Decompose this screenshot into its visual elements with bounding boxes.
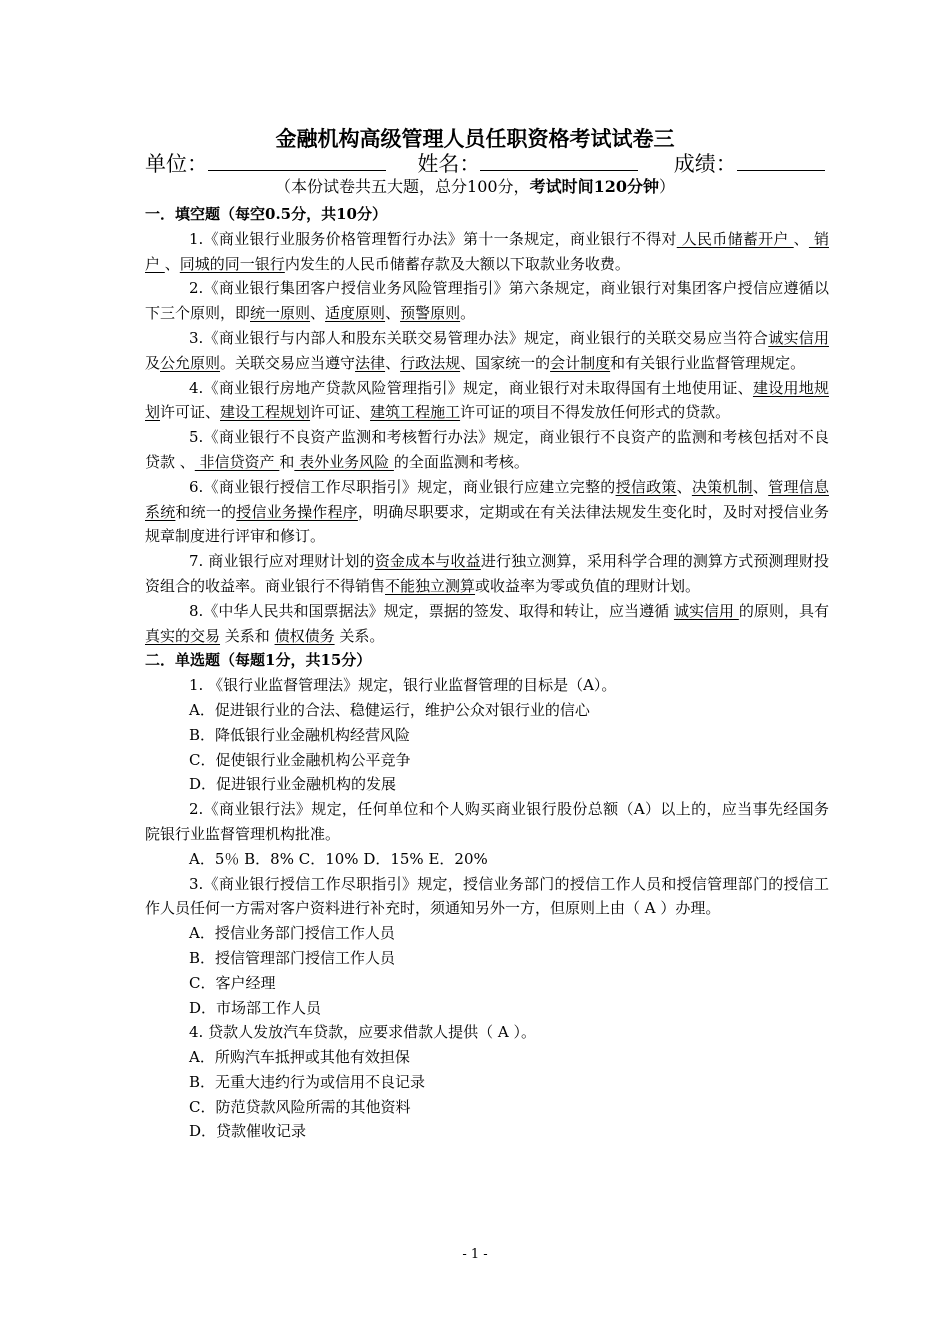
choice-option: B．降低银行业金融机构经营风险 (189, 725, 411, 744)
answer-blank: 授信业务操作程序 (236, 502, 358, 521)
choice-question-3: 3.《商业银行授信工作尽职指引》规定，授信业务部门的授信工作人员和授信管理部门的授信工作人员任何一方需对客户资料进行补充时，须通知另外一方，但原则上由（ A ）办理。 (145, 874, 829, 918)
answer-blank: 债权债务 (274, 626, 335, 645)
fill-question-2: 2.《商业银行集团客户授信业务风险管理指引》第六条规定，商业银行对集团客户授信应遵循以下三个原则，即统一原则、适度原则、预警原则。 (145, 279, 829, 323)
candidate-info-line (145, 150, 825, 178)
answer-blank: 建筑工程施工 (370, 403, 461, 422)
answer-blank: 行政法规 (400, 353, 461, 372)
answer-blank: 人民币储蓄开户 (676, 229, 794, 248)
fill-question-8: 8.《中华人民共和国票据法》规定，票据的签发、取得和转让，应当遵循 诚实信用 的原则，具有 真实的交易 关系和 债权债务 关系。 (145, 601, 829, 645)
choice-option: B．无重大违约行为或信用不良记录 (189, 1072, 426, 1091)
unit-label: 单位： (145, 152, 208, 176)
choice-option: C．防范贷款风险所需的其他资料 (189, 1097, 411, 1116)
answer-blank: 资金成本与收益 (374, 552, 481, 571)
fill-question-7: 7. 商业银行应对理财计划的资金成本与收益进行独立测算，采用科学合理的测算方式预测理财投资组合的收益率。商业银行不得销售不能独立测算或收益率为零或负值的理财计划。 (145, 552, 829, 595)
note-text: （本份试卷共五大题，总分100分， (275, 177, 530, 196)
answer-blank: 不能独立测算 (385, 576, 476, 595)
page-number: - 1 - (462, 1247, 488, 1262)
fill-question-5: 5.《商业银行不良资产监测和考核暂行办法》规定，商业银行不良资产的监测和考核包括对不良贷款 、 非信贷资产 和 表外业务风险 的全面监测和考核。 (145, 428, 829, 471)
answer-blank: 销户 (145, 229, 829, 273)
name-label: 姓名： (417, 152, 481, 176)
answer-blank: 同城的同一银行 (179, 254, 285, 273)
note-time: 考试时间120分钟 (529, 177, 659, 196)
section-heading: 一．填空题（每空0.5分，共10分） (145, 205, 387, 223)
choice-option: C．客户经理 (189, 973, 276, 992)
choice-option: D．市场部工作人员 (189, 998, 322, 1017)
fill-question-6: 6.《商业银行授信工作尽职指引》规定，商业银行应建立完整的授信政策、决策机制、管理信息系统和统一的授信业务操作程序，明确尽职要求，定期或在有关法律法规发生变化时，及时对授信业务规章制度进行评审和修订。 (145, 477, 829, 546)
choice-question-1: 1. 《银行业监督管理法》规定，银行业监督管理的目标是（A）。 (189, 676, 617, 695)
answer-blank: 表外业务风险 (294, 452, 394, 471)
exam-content (145, 202, 829, 1144)
fill-question-4: 4.《商业银行房地产贷款风险管理指引》规定，商业银行对未取得国有土地使用证、建设用地规划许可证、建设工程规划许可证、建筑工程施工许可证的项目不得发放任何形式的贷款。 (145, 378, 829, 422)
choice-option: C．促使银行业金融机构公平竞争 (189, 750, 411, 769)
answer-blank: 真实的交易 (145, 626, 221, 645)
choice-option: A．所购汽车抵押或其他有效担保 (189, 1048, 410, 1067)
choice-question-4: 4. 贷款人发放汽车贷款，应要求借款人提供（ A ）。 (189, 1023, 536, 1042)
answer-blank: 决策机制 (691, 477, 753, 496)
answer-blank: 适度原则 (325, 304, 386, 323)
fill-question-3: 3.《商业银行与内部人和股东关联交易管理办法》规定，商业银行的关联交易应当符合诚实信用及公允原则。关联交易应当遵守法律、行政法规、国家统一的会计制度和有关银行业监督管理规定。 (145, 328, 829, 372)
answer-blank: 诚实信用 (673, 601, 739, 620)
unit-blank (208, 150, 386, 171)
answer-blank: 诚实信用 (768, 328, 829, 347)
choice-option: D．促进银行业金融机构的发展 (189, 775, 397, 794)
choice-option: A．授信业务部门授信工作人员 (189, 924, 395, 943)
answer-blank: 统一原则 (250, 304, 311, 323)
page-title: 金融机构高级管理人员任职资格考试试卷三 (275, 126, 675, 151)
choice-option: D．贷款催收记录 (189, 1122, 307, 1141)
fill-question-1: 1.《商业银行业服务价格管理暂行办法》第十一条规定，商业银行不得对 人民币储蓄开户 、 销户 、同城的同一银行内发生的人民币储蓄存款及大额以下取款业务收费。 (145, 229, 829, 273)
answer-blank: 管理信息系统 (145, 477, 829, 521)
note-close: ） (658, 177, 675, 196)
section-heading: 二．单选题（每题1分，共15分） (145, 651, 372, 670)
answer-blank: 建设工程规划 (220, 403, 311, 422)
answer-blank: 会计制度 (550, 353, 611, 372)
name-blank (480, 150, 638, 171)
choice-option: B．授信管理部门授信工作人员 (189, 948, 396, 967)
answer-blank: 公允原则 (160, 353, 221, 372)
answer-blank: 授信政策 (615, 477, 677, 496)
answer-blank: 法律 (355, 353, 386, 372)
choice-option: A．5％ B．8% C．10% D．15% E．20% (189, 849, 488, 868)
choice-option: A．促进银行业的合法、稳健运行，维护公众对银行业的信心 (189, 700, 590, 719)
score-blank (737, 150, 825, 171)
exam-note (0, 176, 950, 198)
answer-blank: 非信贷资产 (194, 452, 280, 471)
score-label: 成绩： (673, 152, 737, 176)
answer-blank: 建设用地规划 (145, 378, 829, 422)
choice-question-2: 2.《商业银行法》规定，任何单位和个人购买商业银行股份总额（A）以上的，应当事先经国务院银行业监督管理机构批准。 (145, 800, 829, 843)
answer-blank: 预警原则 (400, 304, 461, 323)
